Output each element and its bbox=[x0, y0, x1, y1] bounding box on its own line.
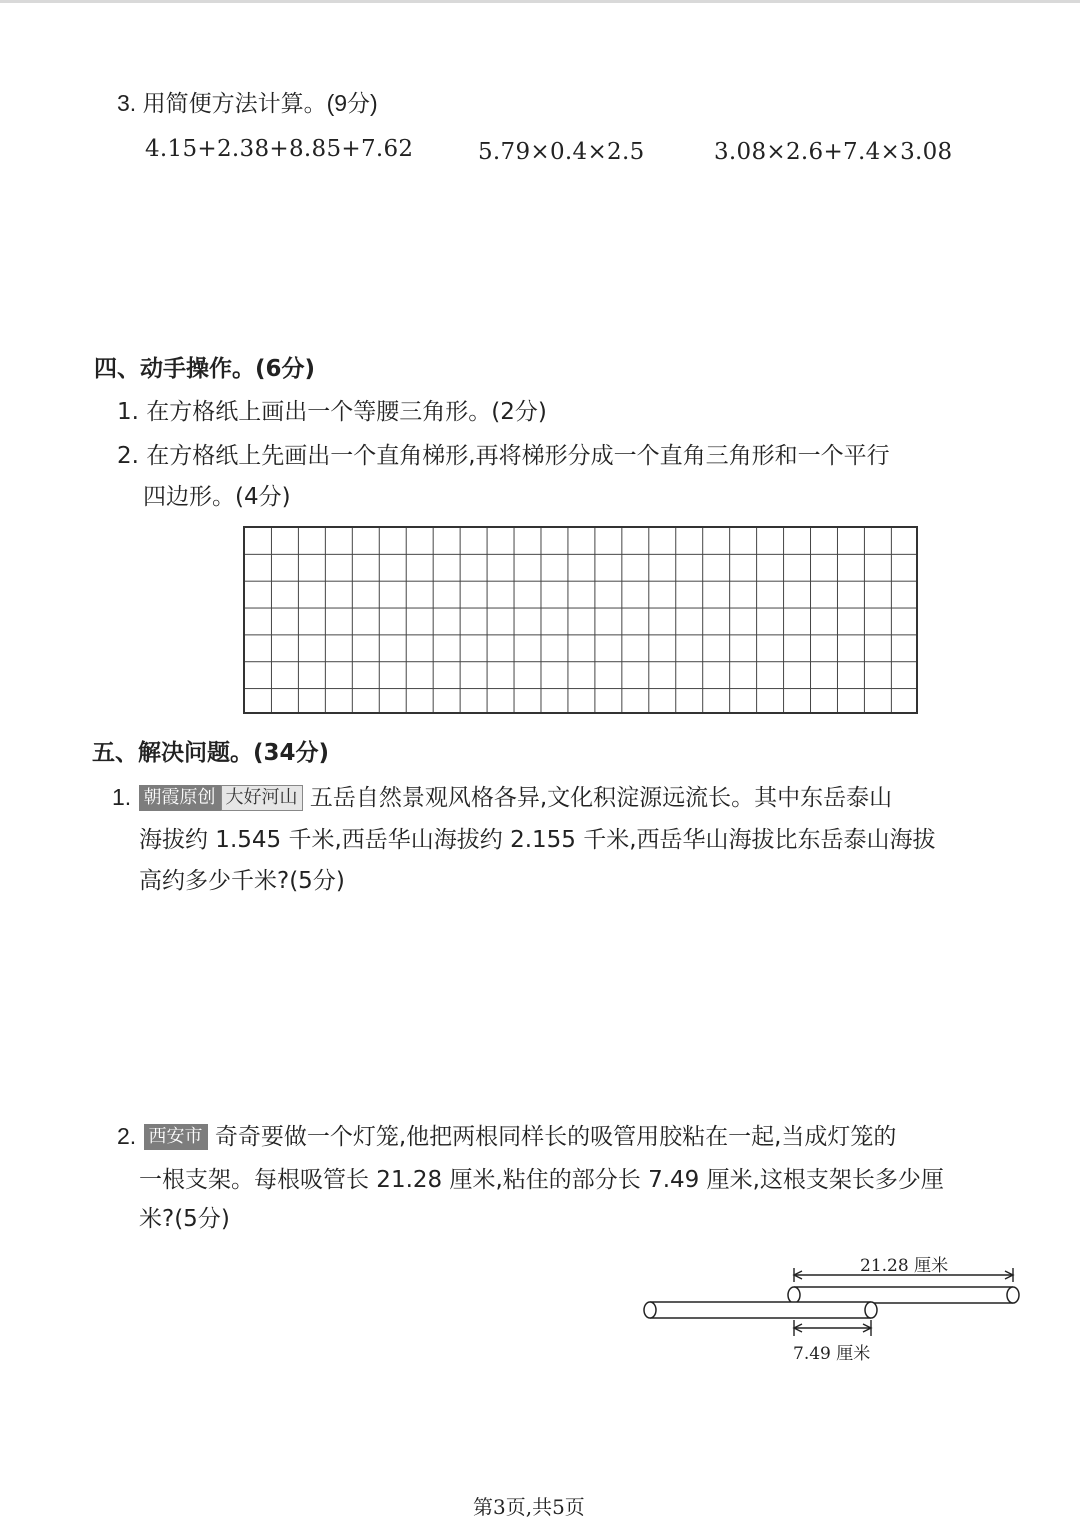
section5-heading: 五、解决问题。(34分) bbox=[92, 740, 330, 766]
page-number-footer: 第3页,共5页 bbox=[473, 1495, 585, 1519]
straw-left bbox=[644, 1302, 877, 1318]
q2-text-line1: 奇奇要做一个灯笼,他把两根同样长的吸管用胶粘在一起,当成灯笼的 bbox=[214, 1124, 897, 1150]
q3-expression-1: 4.15+2.38+8.85+7.62 bbox=[145, 136, 414, 162]
section5-q2-line1 bbox=[117, 1121, 896, 1152]
q1-number: 1. bbox=[112, 784, 132, 810]
straw-right bbox=[788, 1287, 1019, 1303]
q3-title: 3. 用简便方法计算。(9分) bbox=[117, 90, 378, 116]
q2-number: 2. bbox=[117, 1123, 137, 1149]
section5-q2-line2: 一根支架。每根吸管长 21.28 厘米,粘住的部分长 7.49 厘米,这根支架长多少厘 bbox=[139, 1167, 944, 1193]
section4-q2-line1: 2. 在方格纸上先画出一个直角梯形,再将梯形分成一个直角三角形和一个平行 bbox=[117, 443, 890, 469]
overlap-dimension-line bbox=[794, 1320, 871, 1336]
q3-expression-3: 3.08×2.6+7.4×3.08 bbox=[714, 139, 953, 165]
topic-badge: 大好河山 bbox=[221, 785, 303, 811]
section5-q1-line1 bbox=[112, 782, 892, 813]
section5-q1-line3: 高约多少千米?(5分) bbox=[139, 868, 345, 894]
section5-q2-line3: 米?(5分) bbox=[139, 1206, 230, 1232]
q3-expression-2: 5.79×0.4×2.5 bbox=[478, 139, 645, 165]
length-label: 21.28 厘米 bbox=[860, 1256, 949, 1276]
overlap-label: 7.49 厘米 bbox=[793, 1344, 871, 1364]
top-border bbox=[0, 0, 1080, 3]
straw-diagram bbox=[636, 1248, 1036, 1368]
q1-text-line1: 五岳自然景观风格各异,文化积淀源远流长。其中东岳泰山 bbox=[309, 785, 893, 811]
section5-q1-line2: 海拔约 1.545 千米,西岳华山海拔约 2.155 千米,西岳华山海拔比东岳泰山海拔 bbox=[139, 827, 936, 853]
section4-q1: 1. 在方格纸上画出一个等腰三角形。(2分) bbox=[117, 399, 547, 425]
grid-paper bbox=[243, 526, 918, 714]
source-badge: 朝霞原创 bbox=[139, 785, 221, 811]
section4-q2-line2: 四边形。(4分) bbox=[143, 484, 291, 510]
section4-heading: 四、动手操作。(6分) bbox=[94, 356, 316, 382]
region-badge: 西安市 bbox=[144, 1124, 208, 1150]
